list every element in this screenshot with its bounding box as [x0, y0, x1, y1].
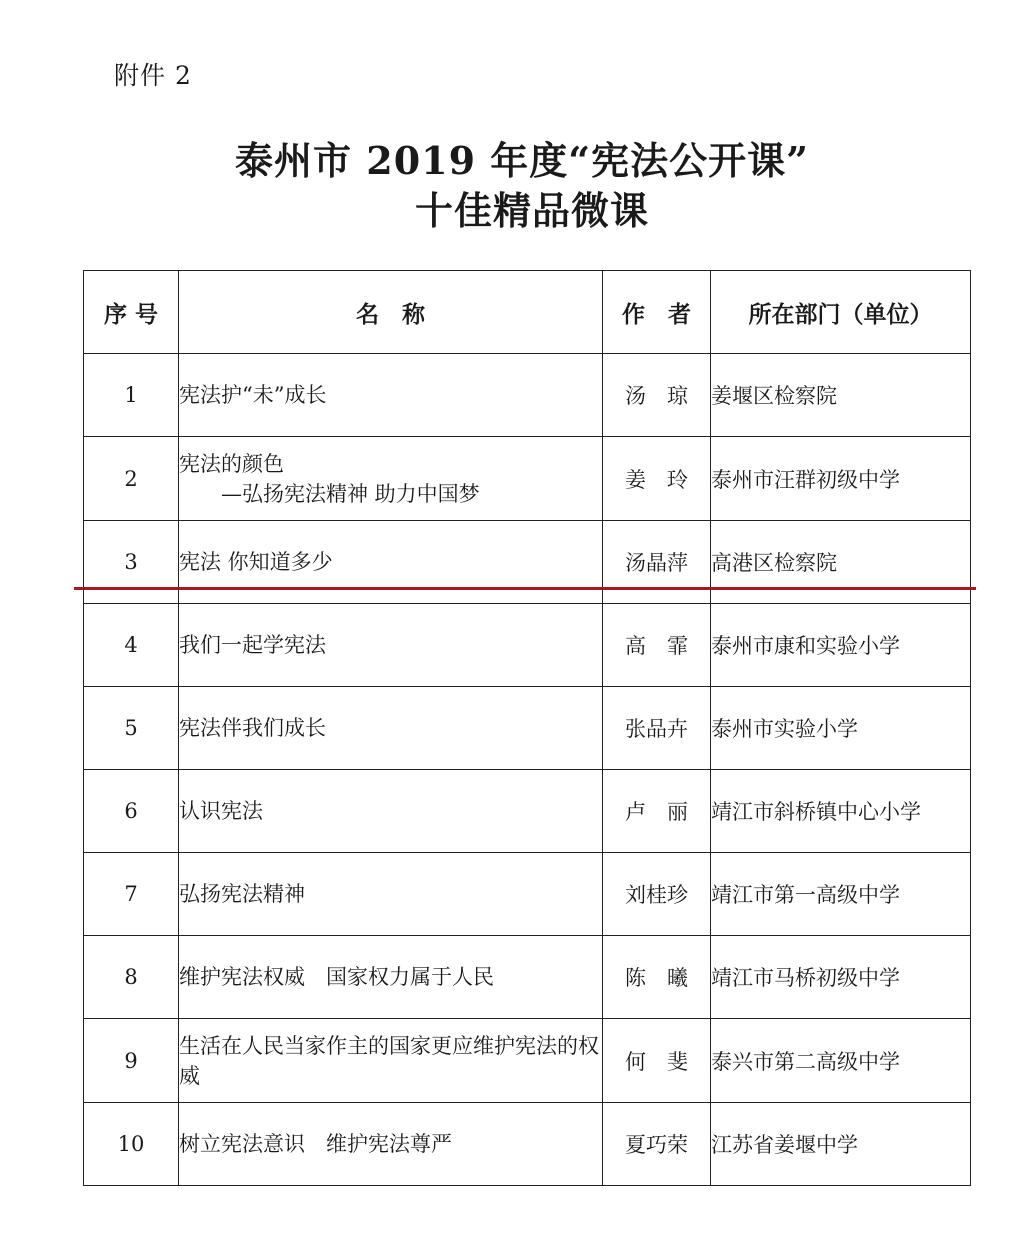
row-author: 陈 曦 — [603, 936, 711, 1019]
table-row — [84, 1019, 971, 1103]
row-name-subtitle: —弘扬宪法精神 助力中国梦 — [221, 481, 480, 506]
row-index: 4 — [84, 604, 179, 687]
header-author: 作 者 — [603, 271, 711, 354]
divider-line — [74, 587, 976, 590]
table-row — [84, 521, 971, 604]
row-index: 10 — [84, 1103, 179, 1186]
row-department: 靖江市斜桥镇中心小学 — [711, 770, 971, 853]
row-name: 宪法 你知道多少 — [179, 521, 603, 604]
row-index: 3 — [84, 521, 179, 604]
row-index: 7 — [84, 853, 179, 936]
row-author: 夏巧荣 — [603, 1103, 711, 1186]
row-department: 泰州市汪群初级中学 — [711, 437, 971, 521]
table-row — [84, 1103, 971, 1186]
awards-table — [83, 270, 971, 1186]
table-row — [84, 354, 971, 437]
header-name: 名 称 — [179, 271, 603, 354]
row-name: 维护宪法权威 国家权力属于人民 — [179, 936, 603, 1019]
row-index: 5 — [84, 687, 179, 770]
row-name: 我们一起学宪法 — [179, 604, 603, 687]
row-author: 刘桂珍 — [603, 853, 711, 936]
row-author: 汤晶萍 — [603, 521, 711, 604]
header-index: 序 号 — [84, 271, 179, 354]
row-index: 6 — [84, 770, 179, 853]
page-title: 泰州市 2019 年度“宪法公开课” — [235, 138, 809, 183]
row-author: 张品卉 — [603, 687, 711, 770]
row-department: 姜堰区检察院 — [711, 354, 971, 437]
row-name: 生活在人民当家作主的国家更应维护宪法的权威 — [179, 1019, 603, 1103]
row-index: 9 — [84, 1019, 179, 1103]
row-department: 靖江市马桥初级中学 — [711, 936, 971, 1019]
row-index: 2 — [84, 437, 179, 521]
page-subtitle: 十佳精品微课 — [414, 188, 649, 233]
table-row — [84, 853, 971, 936]
row-name-main: 宪法的颜色 — [179, 451, 284, 476]
table-row — [84, 687, 971, 770]
row-author: 高 霏 — [603, 604, 711, 687]
row-department: 泰州市康和实验小学 — [711, 604, 971, 687]
table-row — [84, 770, 971, 853]
table-row — [84, 936, 971, 1019]
row-department: 靖江市第一高级中学 — [711, 853, 971, 936]
row-name: 宪法伴我们成长 — [179, 687, 603, 770]
row-name: 宪法护“未”成长 — [179, 354, 603, 437]
table-row — [84, 604, 971, 687]
row-name: 弘扬宪法精神 — [179, 853, 603, 936]
row-department: 泰州市实验小学 — [711, 687, 971, 770]
row-name: 树立宪法意识 维护宪法尊严 — [179, 1103, 603, 1186]
row-author: 卢 丽 — [603, 770, 711, 853]
table-row — [84, 437, 971, 521]
row-department: 江苏省姜堰中学 — [711, 1103, 971, 1186]
row-author: 汤 琼 — [603, 354, 711, 437]
row-name — [179, 437, 603, 521]
row-department: 泰兴市第二高级中学 — [711, 1019, 971, 1103]
table-header-row — [84, 271, 971, 354]
attachment-label: 附件 2 — [114, 61, 192, 90]
header-department: 所在部门（单位） — [711, 271, 971, 354]
row-author: 何 斐 — [603, 1019, 711, 1103]
row-index: 8 — [84, 936, 179, 1019]
row-name: 认识宪法 — [179, 770, 603, 853]
row-department: 高港区检察院 — [711, 521, 971, 604]
row-author: 姜 玲 — [603, 437, 711, 521]
row-index: 1 — [84, 354, 179, 437]
